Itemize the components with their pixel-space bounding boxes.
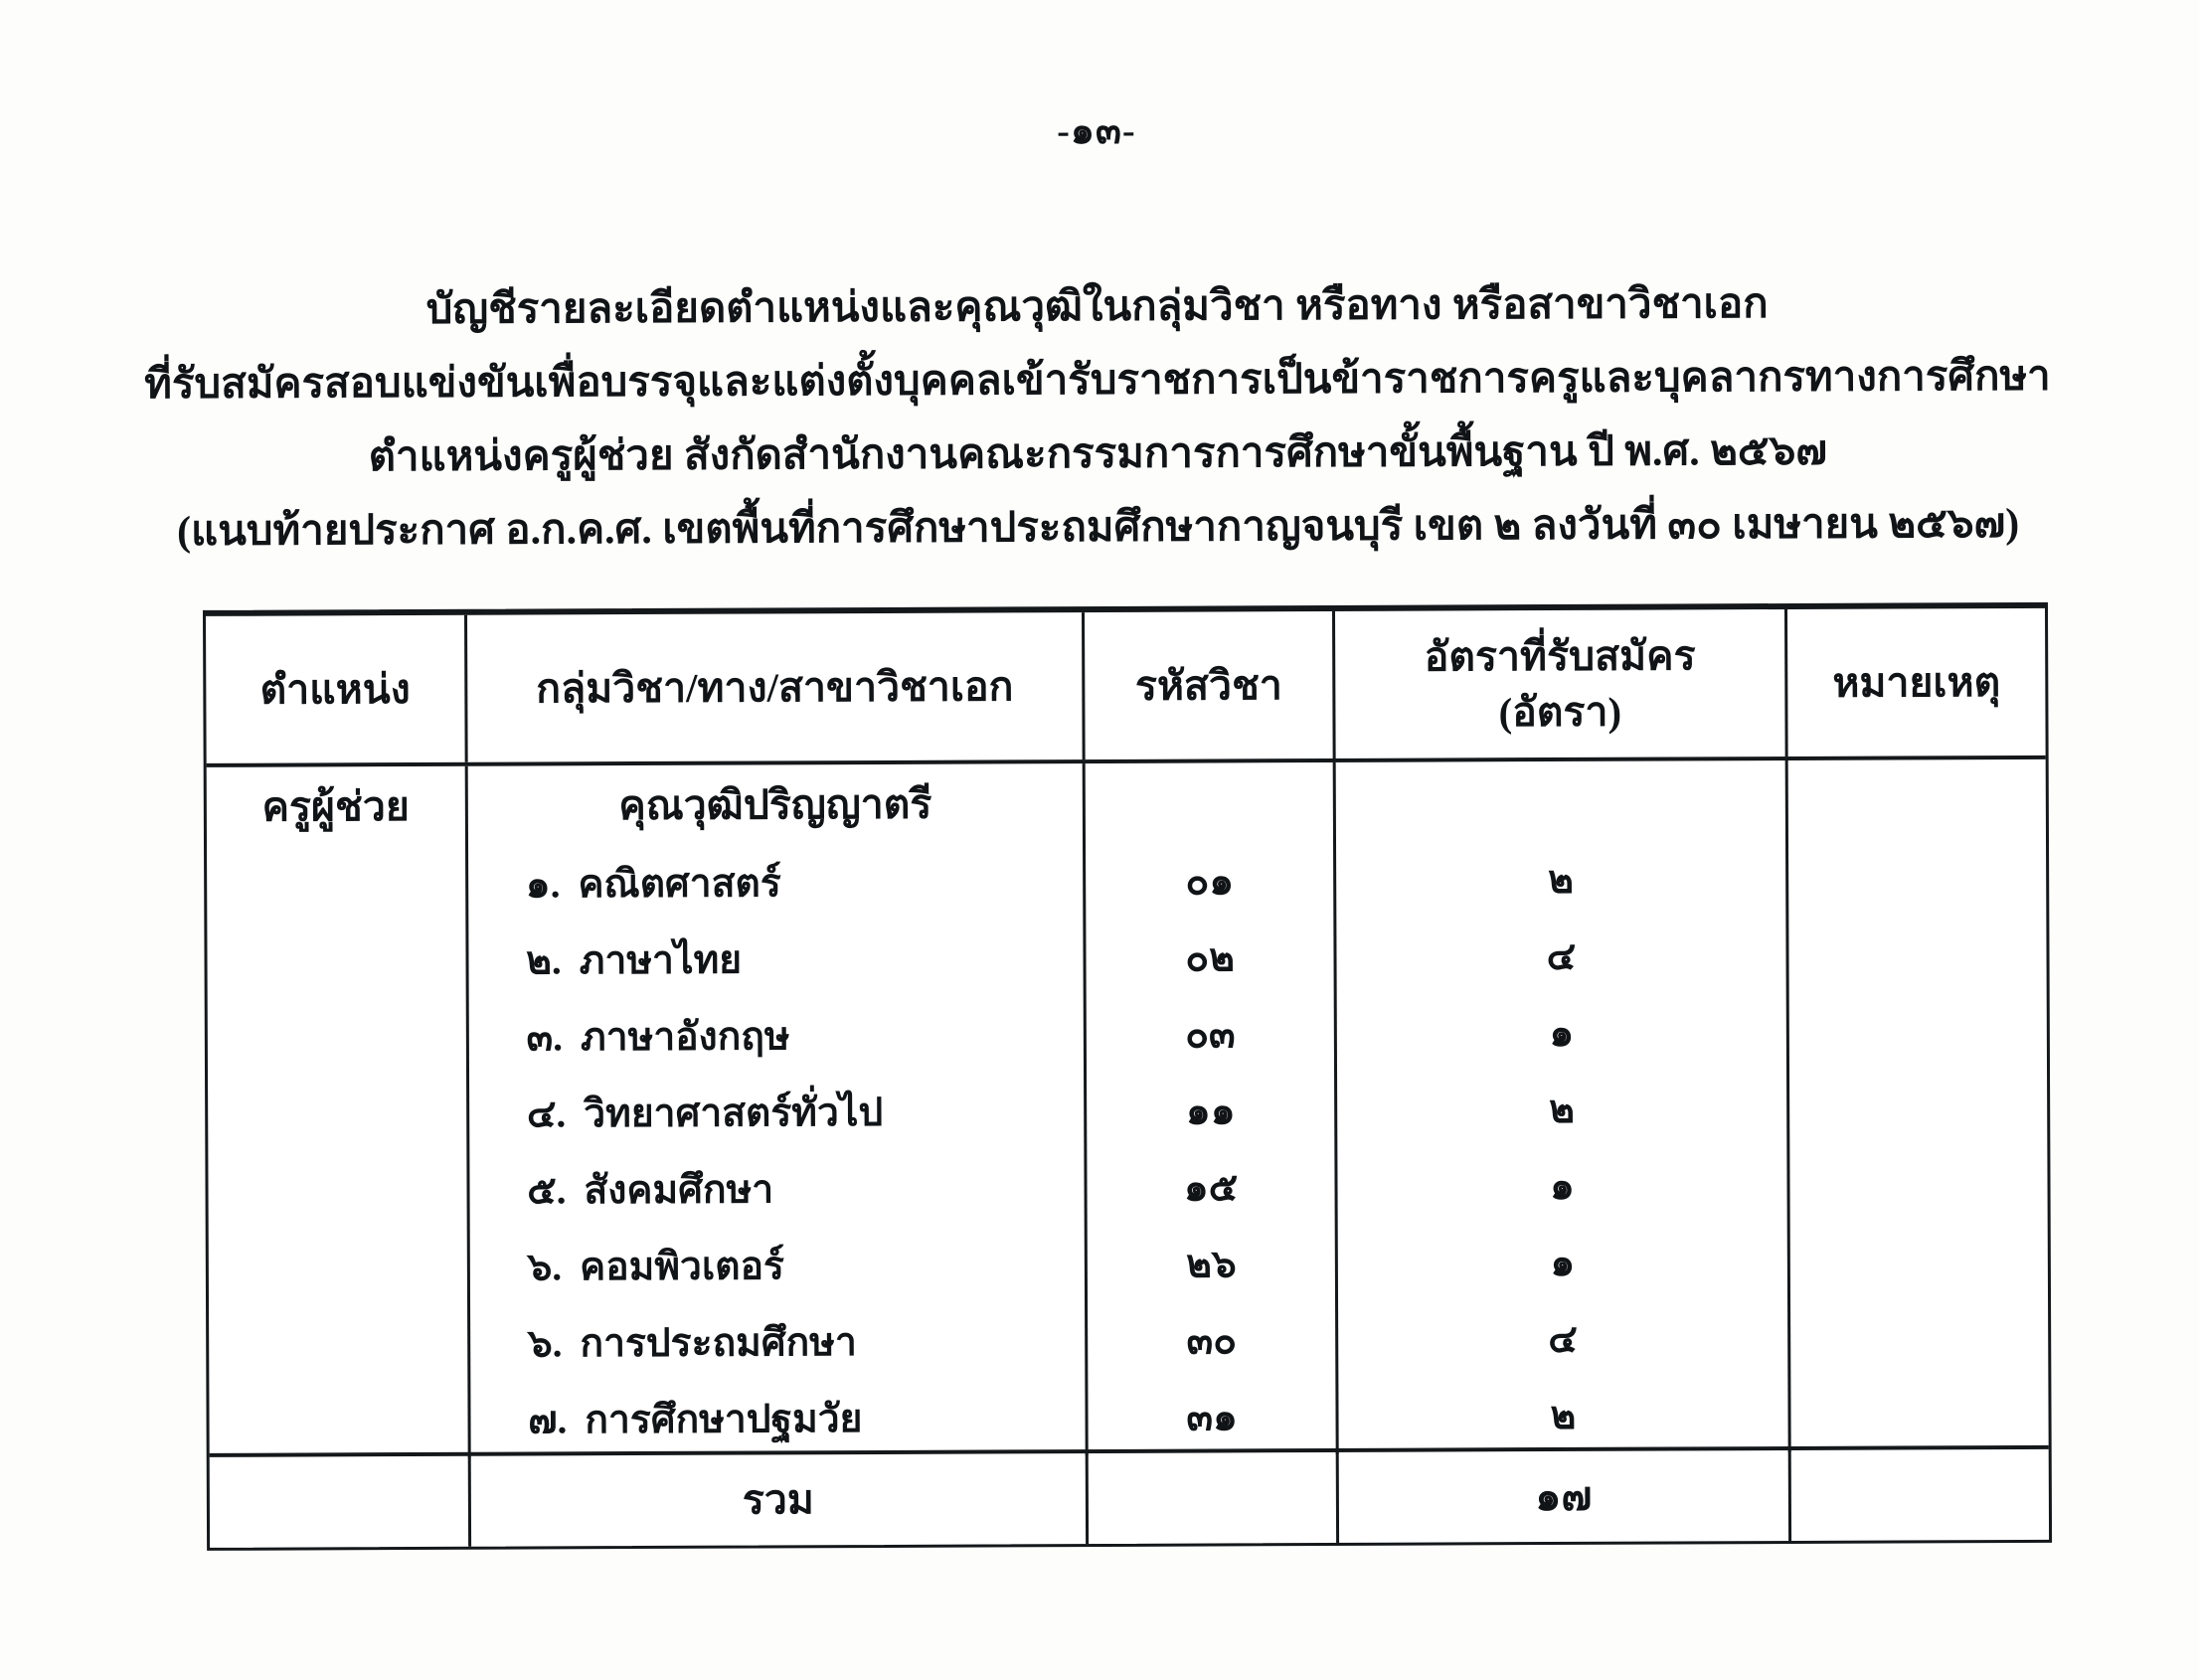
recruit-count: ๔ (1548, 1317, 1578, 1361)
subject-name: การศึกษาปฐมวัย (585, 1397, 863, 1441)
total-label: รวม (470, 1453, 1089, 1547)
position-cell (207, 766, 471, 1459)
subject-name: คณิตศาสตร์ (578, 861, 781, 906)
subject-code: ๒๖ (1186, 1242, 1237, 1286)
recruit-count: ๔ (1546, 934, 1577, 978)
total-value: ๑๗ (1339, 1450, 1791, 1543)
subject-code: ๑๑ (1185, 1089, 1236, 1133)
title-line-2: ที่รับสมัครสอบแข่งขันเพื่อบรรจุและแต่งตั้งบุคคลเข้ารับราชการเป็นข้าราชการครูและบุคลากรทางการศึกษา (144, 353, 2051, 409)
subject-name: การประถมศึกษา (580, 1320, 857, 1365)
row-number: ๗. (528, 1398, 568, 1442)
remark-cell (1788, 759, 2049, 1452)
page-number: -๑๓- (1057, 109, 1136, 153)
table-row (469, 1073, 1085, 1152)
subject-code: ๐๑ (1185, 859, 1235, 904)
column-header-rate-line2: (อัตรา) (1498, 688, 1622, 736)
row-number: ๑. (525, 862, 561, 907)
subject-name: ภาษาอังกฤษ (580, 1014, 790, 1059)
total-row-remark-cell (1791, 1449, 2049, 1541)
subject-name: วิทยาศาสตร์ทั่วไป (584, 1091, 884, 1135)
total-row-position-cell (210, 1456, 471, 1548)
column-header-rate-line1: อัตราที่รับสมัคร (1424, 632, 1696, 680)
row-number: ๕. (527, 1168, 567, 1213)
recruit-count: ๒ (1550, 1394, 1577, 1437)
table-header-row (206, 608, 2046, 767)
column-header-remark-label: หมายเหตุ (1832, 659, 2001, 706)
table-row (468, 996, 1084, 1076)
recruit-count: ๑ (1550, 1241, 1576, 1284)
subject-group-cell (467, 763, 1089, 1458)
subject-code: ๓๐ (1186, 1318, 1238, 1363)
subject-code: ๑๕ (1183, 1165, 1239, 1210)
recruit-count: ๑ (1549, 1164, 1575, 1208)
recruit-count: ๑ (1549, 1011, 1575, 1055)
table-row (468, 920, 1084, 999)
row-number: ๔. (526, 1092, 567, 1136)
total-row (210, 1445, 2049, 1548)
title-line-3: ตำแหน่งครูผู้ช่วย สังกัดสำนักงานคณะกรรมการการศึกษาขั้นพื้นฐาน ปี พ.ศ. ๒๕๖๗ (368, 427, 1827, 481)
column-header-subject-group (467, 612, 1086, 762)
column-header-code (1085, 611, 1335, 759)
column-header-position (206, 615, 467, 763)
table-row (469, 1149, 1085, 1229)
title-line-1: บัญชีรายละเอียดตำแหน่งและคุณวุฒิในกลุ่มวิชา หรือทาง หรือสาขาวิชาเอก (425, 281, 1769, 333)
subject-name: สังคมศึกษา (584, 1167, 774, 1212)
subject-name: ภาษาไทย (579, 938, 743, 982)
subject-code: ๐๓ (1185, 1012, 1236, 1057)
column-header-rate (1335, 609, 1788, 758)
title-line-4: (แนบท้ายประกาศ อ.ก.ค.ศ. เขตพื้นที่การศึกษาประถมศึกษากาญจนบุรี เขต ๒ ลงวันที่ ๓๐ เมษายน ๒๕๖๗) (177, 500, 2020, 556)
recruit-count: ๒ (1549, 1088, 1576, 1131)
total-row-code-cell (1089, 1452, 1339, 1544)
table-row (470, 1379, 1086, 1458)
subject-name: คอมพิวเตอร์ (579, 1244, 785, 1288)
column-header-subject-group-label: กลุ่มวิชา/ทาง/สาขาวิชาเอก (536, 663, 1014, 712)
document-title (0, 265, 2198, 570)
table-row (469, 1226, 1085, 1305)
table-body (207, 759, 2049, 1453)
column-header-code-label: รหัสวิชา (1134, 662, 1282, 709)
qualification-heading-line (467, 763, 1083, 846)
positions-table (203, 602, 2052, 1551)
subject-code: ๐๒ (1185, 935, 1235, 980)
recruit-count: ๒ (1548, 858, 1575, 902)
recruit-count-cell (1336, 760, 1791, 1454)
position-value: ครูผู้ช่วย (261, 782, 410, 830)
row-number: ๖. (527, 1321, 563, 1366)
column-header-remark (1787, 608, 2046, 756)
table-row (470, 1302, 1086, 1382)
row-number: ๓. (526, 1015, 564, 1060)
table-row (468, 843, 1084, 923)
subject-code: ๓๑ (1186, 1395, 1238, 1439)
row-number: ๒. (526, 938, 562, 983)
qualification-heading: คุณวุฒิปริญญาตรี (618, 780, 932, 828)
subject-code-cell (1086, 762, 1339, 1455)
column-header-position-label: ตำแหน่ง (259, 666, 411, 713)
row-number: ๖. (527, 1245, 563, 1289)
